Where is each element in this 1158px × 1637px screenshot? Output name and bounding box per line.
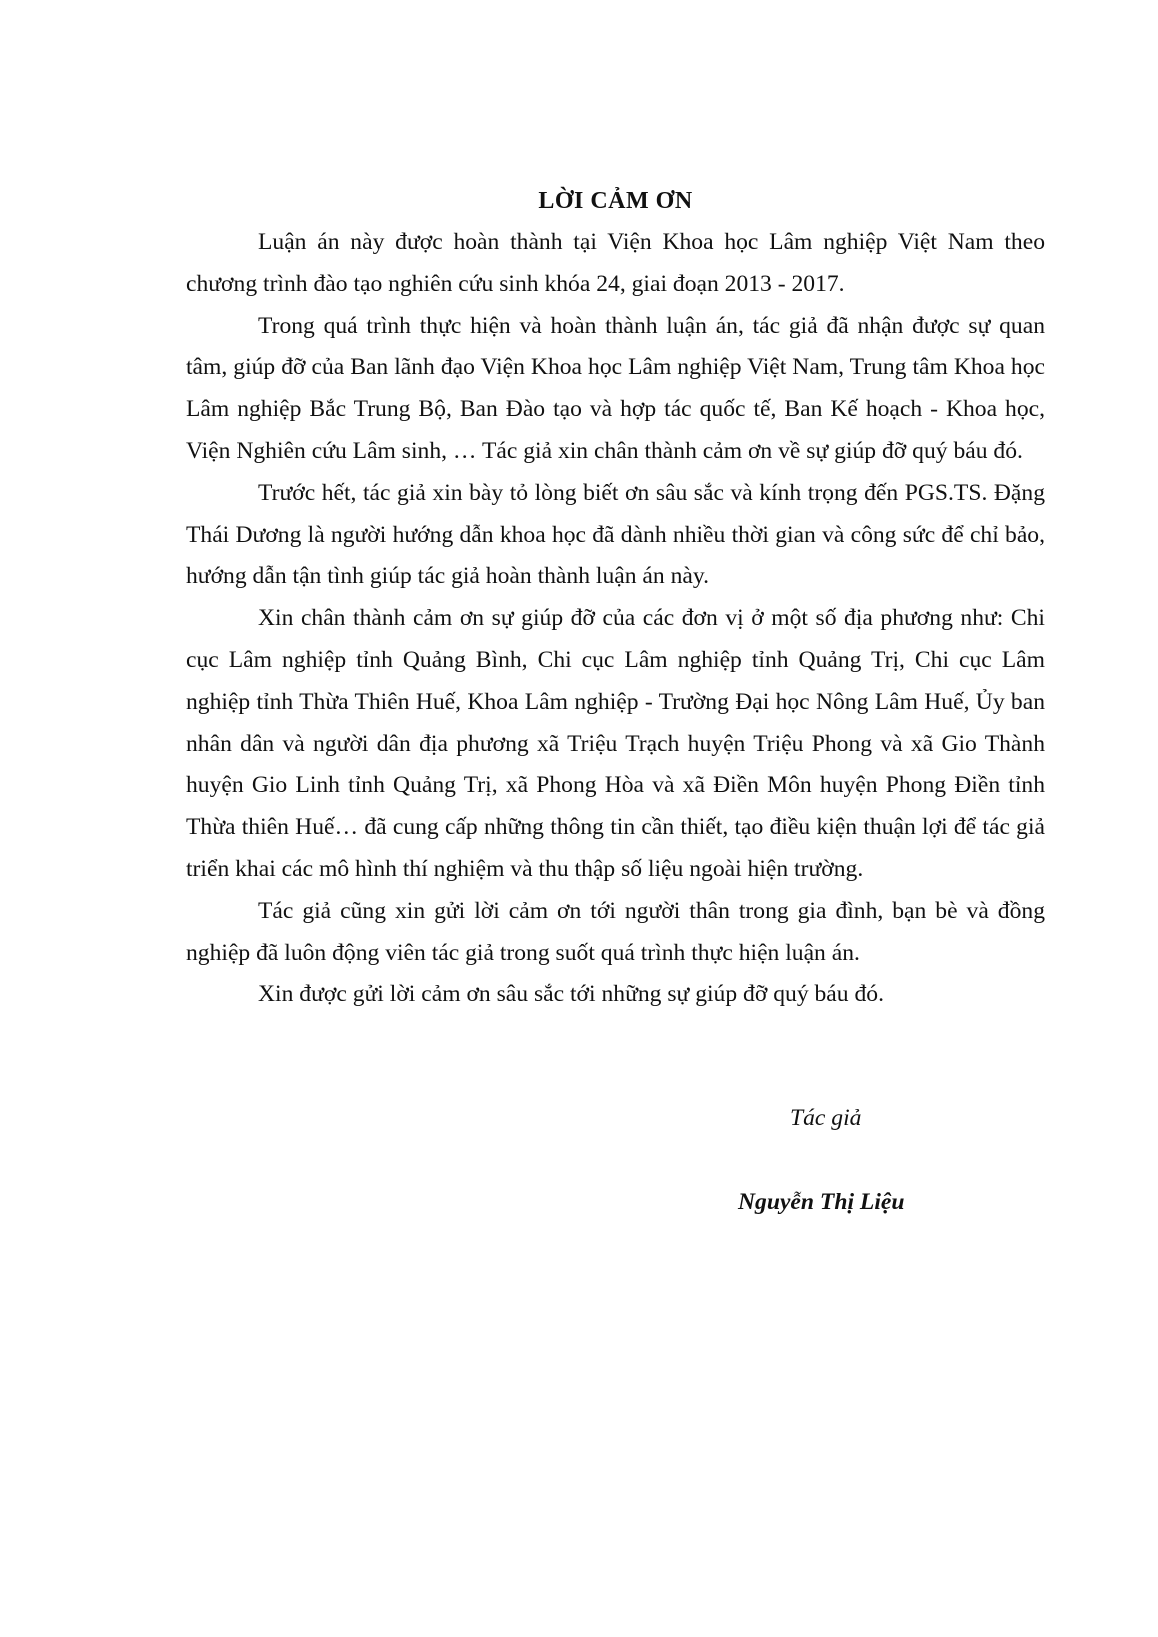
paragraph-institutional-support: Trong quá trình thực hiện và hoàn thành luận án, tác giả đã nhận được sự quan tâm, giúp đỡ của Ban lãnh đạo Viện Khoa học Lâm nghiệp Việt Nam, Trung tâm Khoa học Lâm nghiệp Bắc Trung Bộ, Ban Đào tạo và hợp tác quốc tế, Ban Kế hoạch - Khoa học, Viện Nghiên cứu Lâm sinh, … Tác giả xin chân thành cảm ơn về sự giúp đỡ quý báu đó. [186,312,1045,464]
signature-role: Tác giả [790,1105,862,1131]
page-title: LỜI CẢM ƠN [538,188,693,214]
signature-name: Nguyễn Thị Liệu [738,1189,905,1215]
paragraph-closing: Xin được gửi lời cảm ơn sâu sắc tới những sự giúp đỡ quý báu đó. [258,981,884,1008]
paragraph-supervisor-thanks: Trước hết, tác giả xin bày tỏ lòng biết ơn sâu sắc và kính trọng đến PGS.TS. Đặng Thái Dương là người hướng dẫn khoa học đã dành nhiều thời gian và công sức để chỉ bảo, hướng dẫn tận tình giúp tác giả hoàn thành luận án này. [186,479,1045,590]
paragraph-completion: Luận án này được hoàn thành tại Viện Khoa học Lâm nghiệp Việt Nam theo chương trình đào tạo nghiên cứu sinh khóa 24, giai đoạn 2013 - 2017. [186,229,1045,297]
paragraph-family-thanks: Tác giả cũng xin gửi lời cảm ơn tới người thân trong gia đình, bạn bè và đồng nghiệp đã luôn động viên tác giả trong suốt quá trình thực hiện luận án. [186,897,1045,966]
acknowledgement-body [186,222,1045,1016]
paragraph-local-units-thanks: Xin chân thành cảm ơn sự giúp đỡ của các đơn vị ở một số địa phương như: Chi cục Lâm nghiệp tỉnh Quảng Bình, Chi cục Lâm nghiệp tỉnh Quảng Trị, Chi cục Lâm nghiệp tỉnh Thừa Thiên Huế, Khoa Lâm nghiệp - Trường Đại học Nông Lâm Huế, Ủy ban nhân dân và người dân địa phương xã Triệu Trạch huyện Triệu Phong và xã Gio Thành huyện Gio Linh tỉnh Quảng Trị, xã Phong Hòa và xã Điền Môn huyện Phong Điền tỉnh Thừa thiên Huế… đã cung cấp những thông tin cần thiết, tạo điều kiện thuận lợi để tác giả triển khai các mô hình thí nghiệm và thu thập số liệu ngoài hiện trường. [186,605,1045,882]
